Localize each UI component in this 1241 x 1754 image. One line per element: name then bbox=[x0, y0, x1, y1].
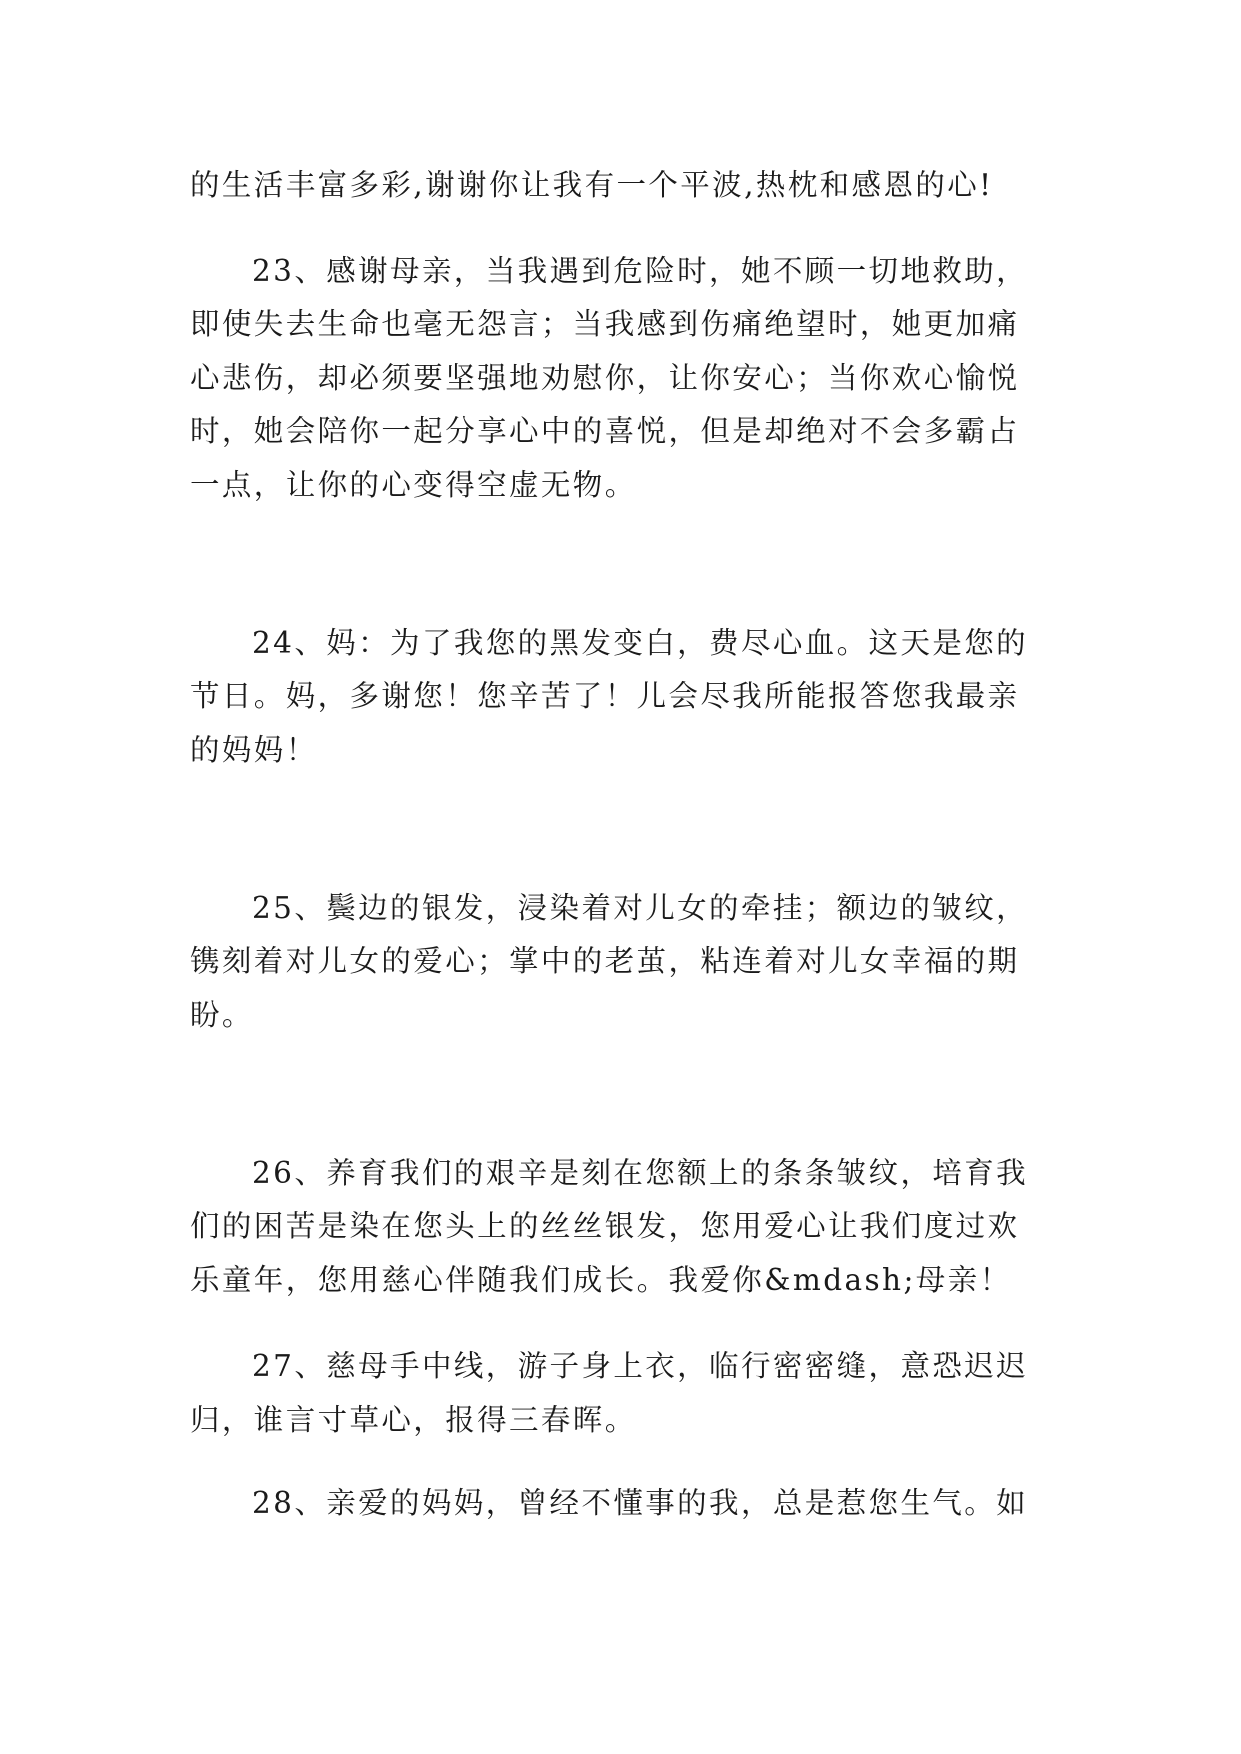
paragraph-line: 25、鬓边的银发，浸染着对儿女的牵挂；额边的皱纹， bbox=[252, 891, 1029, 925]
paragraph-line: 28、亲爱的妈妈，曾经不懂事的我，总是惹您生气。如 bbox=[252, 1486, 1029, 1520]
paragraph-line: 24、妈：为了我您的黑发变白，费尽心血。这天是您的 bbox=[252, 626, 1029, 660]
paragraph-line: 的妈妈！ bbox=[190, 733, 318, 767]
paragraph-line: 的生活丰富多彩,谢谢你让我有一个平波,热枕和感恩的心! bbox=[190, 168, 994, 202]
paragraph-line: 镌刻着对儿女的爱心；掌中的老茧，粘连着对儿女幸福的期 bbox=[190, 944, 1020, 978]
paragraph-line: 26、养育我们的艰辛是刻在您额上的条条皱纹，培育我 bbox=[252, 1156, 1029, 1190]
paragraph-line: 心悲伤，却必须要坚强地劝慰你，让你安心；当你欢心愉悦 bbox=[190, 361, 1020, 395]
paragraph-line: 即使失去生命也毫无怨言；当我感到伤痛绝望时，她更加痛 bbox=[190, 307, 1020, 341]
paragraph-line: 节日。妈，多谢您！您辛苦了！儿会尽我所能报答您我最亲 bbox=[190, 679, 1020, 713]
paragraph-line: 27、慈母手中线，游子身上衣，临行密密缝，意恐迟迟 bbox=[252, 1349, 1029, 1383]
paragraph-line: 归，谁言寸草心，报得三春晖。 bbox=[190, 1403, 637, 1437]
paragraph-line: 时，她会陪你一起分享心中的喜悦，但是却绝对不会多霸占 bbox=[190, 414, 1020, 448]
paragraph-line: 23、感谢母亲，当我遇到危险时，她不顾一切地救助， bbox=[252, 254, 1029, 288]
paragraph-line: 乐童年，您用慈心伴随我们成长。我爱你&mdash;母亲！ bbox=[190, 1263, 1012, 1297]
paragraph-line: 一点，让你的心变得空虚无物。 bbox=[190, 468, 637, 502]
paragraph-line: 盼。 bbox=[190, 998, 254, 1032]
paragraph-line: 们的困苦是染在您头上的丝丝银发，您用爱心让我们度过欢 bbox=[190, 1209, 1020, 1243]
